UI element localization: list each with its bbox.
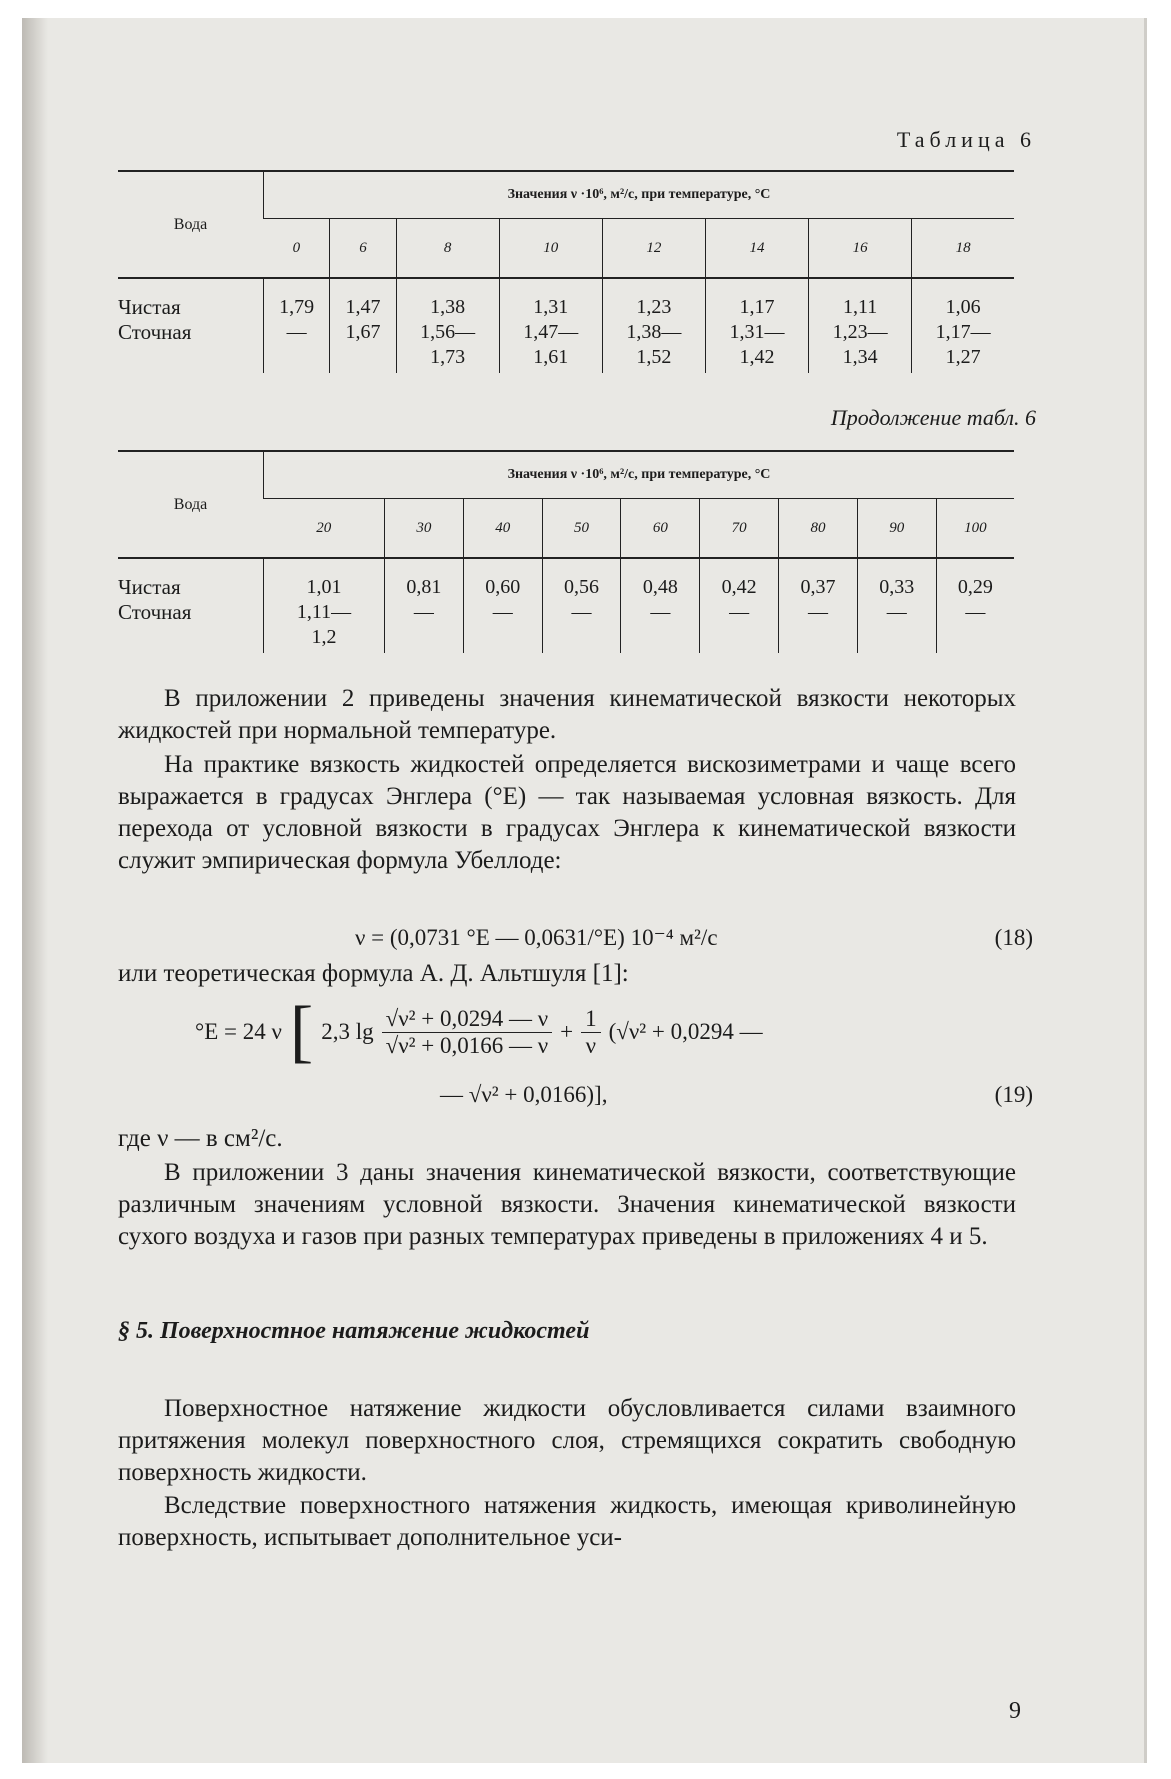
water-header: Вода [173,495,208,513]
temperature-header: 10 [499,219,602,279]
viscosity-cell: 0,60 — [463,558,542,653]
formula-19-numerator: √ν² + 0,0294 — ν [382,1006,553,1033]
formula-19-second-term: (√ν² + 0,0294 — [608,1019,763,1044]
viscosity-table-1 [118,170,1014,373]
temperature-header: 12 [602,219,705,279]
formula-19-log: 2,3 lg [321,1019,374,1044]
temperature-header: 6 [330,219,396,279]
formula-19-denominator: √ν² + 0,0166 — ν [385,1032,549,1058]
bracket-open: [ [289,993,314,1070]
temperature-header: 90 [857,499,936,559]
continuation-caption: Продолжение табл. 6 [830,405,1036,430]
paragraph-units: где ν — в см²/с. [118,1125,283,1152]
viscosity-cell: 1,17 1,31— 1,42 [705,278,808,373]
page-number: 9 [1009,1698,1021,1724]
paragraph-appendix-3: В приложении 3 даны значения кинематической вязкости, соответствующие различным значениям условной вязкости. Значения кинематической вязкости сухого воздуха и газов при разных температурах приведены в приложениях 4 и 5. [118,1159,1016,1250]
temperature-header: 18 [912,219,1014,279]
formula-19-lhs: °Е = 24 ν [195,1019,282,1044]
water-name-clean: Чистая [118,575,181,599]
formula-18: ν = (0,0731 °Е — 0,0631/°Е) 10⁻⁴ м²/с [355,925,718,950]
values-header: Значения ν ·10⁶, м²/с, при температуре, °С [264,451,1015,499]
temperature-header: 50 [542,499,621,559]
temperature-header: 70 [700,499,779,559]
water-header: Вода [173,215,208,233]
viscosity-cell: 1,38 1,56— 1,73 [396,278,499,373]
temperature-header: 16 [809,219,912,279]
viscosity-cell: 0,37 — [779,558,858,653]
table-caption: Таблица 6 [896,127,1036,152]
viscosity-cell: 1,79 — [264,278,330,373]
equation-number-18: (18) [994,925,1033,950]
viscosity-cell: 1,23 1,38— 1,52 [602,278,705,373]
water-name-waste: Сточная [118,600,192,624]
viscosity-cell: 0,42 — [700,558,779,653]
water-type-names [118,558,264,653]
temperature-header: 14 [705,219,808,279]
viscosity-table-2 [118,450,1014,653]
viscosity-cell: 1,31 1,47— 1,61 [499,278,602,373]
temperature-header: 80 [779,499,858,559]
viscosity-cell: 1,47 1,67 [330,278,396,373]
paragraph-curvilinear: Вследствие поверхностного натяжения жидкость, имеющая криволинейную поверхность, испытывает дополнительное уси- [118,1492,1016,1551]
formula-19-line-2: — √ν² + 0,0166)], [440,1082,608,1107]
water-name-clean: Чистая [118,295,181,319]
water-name-waste: Сточная [118,320,192,344]
water-type-names [118,278,264,373]
section-heading: § 5. Поверхностное натяжение жидкостей [118,1318,590,1344]
formula-19-fraction [382,1006,553,1059]
viscosity-cell: 0,29 — [936,558,1014,653]
temperature-header: 40 [463,499,542,559]
formula-19-one: 1 [581,1006,601,1033]
temperature-header: 60 [621,499,700,559]
viscosity-cell: 0,56 — [542,558,621,653]
values-header: Значения ν ·10⁶, м²/с, при температуре, °С [264,171,1015,219]
temperature-header: 30 [385,499,464,559]
paragraph-engler: На практике вязкость жидкостей определяется вискозиметрами и чаще всего выражается в градусах Энглера (°Е) — так называемая условная вязкость. Для перехода от условной вязкости в градусах Энглера к кинематической вязкости служит эмпирическая формула Убеллоде: [118,751,1016,874]
temperature-header: 8 [396,219,499,279]
paragraph-altshul: или теоретическая формула А. Д. Альтшуля [1]: [118,960,629,987]
paragraph-surface-tension: Поверхностное натяжение жидкости обусловливается силами взаимного притяжения молекул поверхностного слоя, стремящихся сократить свободную поверхность жидкости. [118,1395,1016,1486]
viscosity-cell: 0,81 — [385,558,464,653]
paragraph-appendix-2: В приложении 2 приведены значения кинематической вязкости некоторых жидкостей при нормальной температуре. [118,685,1016,744]
temperature-header: 20 [316,519,332,536]
viscosity-cell: 1,01 1,11— 1,2 [264,558,385,653]
viscosity-cell: 0,33 — [857,558,936,653]
formula-19-inverse [581,1006,601,1059]
equation-number-19: (19) [994,1082,1033,1107]
formula-19-plus: + [560,1019,574,1044]
page-shadow [22,18,48,1763]
formula-19-nu: ν [585,1032,597,1058]
viscosity-cell: 0,48 — [621,558,700,653]
temperature-header: 100 [936,499,1014,559]
viscosity-cell: 1,06 1,17— 1,27 [912,278,1014,373]
formula-19 [195,993,763,1070]
viscosity-cell: 1,11 1,23— 1,34 [809,278,912,373]
temperature-header: 0 [292,239,301,256]
